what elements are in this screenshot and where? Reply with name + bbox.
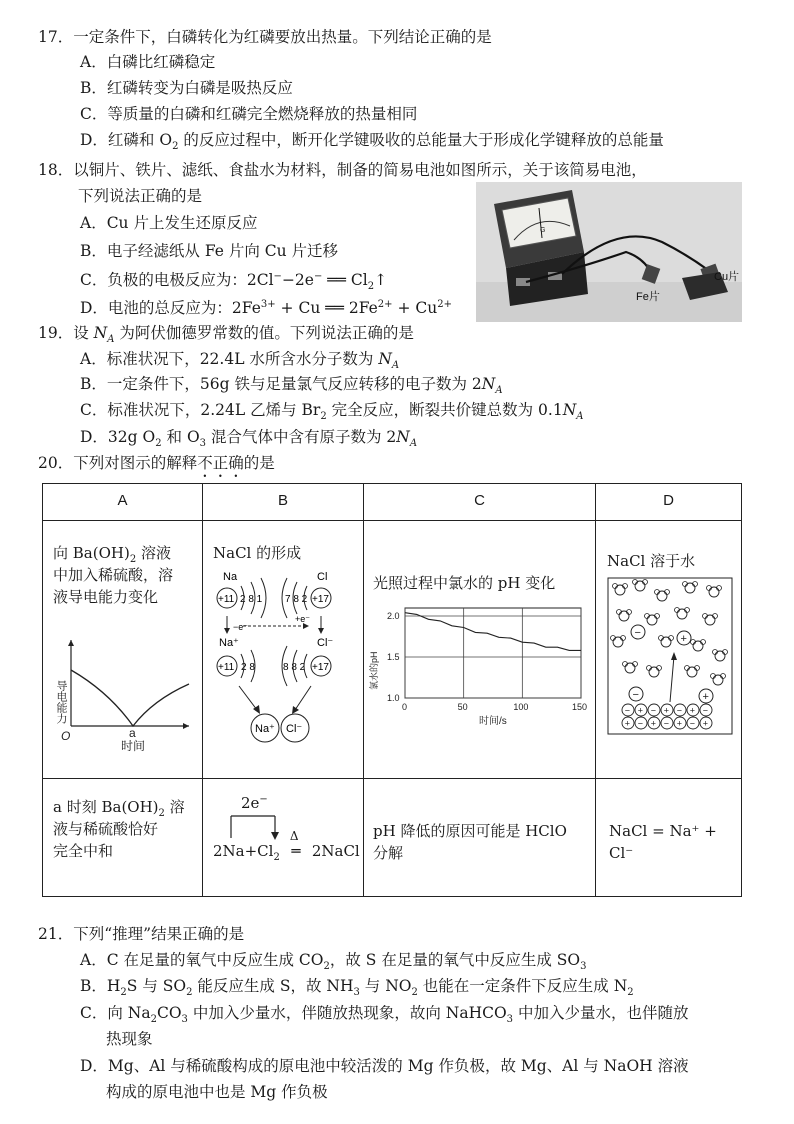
nacl-dissolve-diagram: [606, 576, 734, 736]
q21-option-b: B．$H_2S$ 与 $SO_2$ 能反应生成 S，故 $NH_3$ 与 $NO_2$ 也能在一定条件下反应生成 $N_2$: [80, 977, 634, 999]
lattice-sign: −: [650, 705, 657, 716]
header-a: A: [117, 492, 128, 509]
q18-option-b: B．电子经滤纸从 Fe 片向 Cu 片迁移: [80, 242, 339, 260]
b-na-shells: 2 8 1: [240, 594, 263, 605]
q18-option-a: A．Cu 片上发生还原反应: [80, 214, 258, 232]
q18-stem-line2: 下列说法正确的是: [78, 187, 203, 205]
lattice-sign: −: [624, 705, 631, 716]
b-na-nuc: +11: [218, 594, 235, 605]
lattice-sign: +: [624, 718, 631, 729]
q21-option-d-line2: 构成的原电池中也是 Mg 作负极: [106, 1083, 328, 1101]
b-na-ion-nuc: +11: [218, 662, 235, 673]
nacl-formation-diagram: [205, 568, 361, 758]
q18-option-d: D．电池的总反应为：$2Fe^{3+} + Cu$ ══ $2Fe^{2+} + Cu^{2+}$: [80, 298, 452, 317]
q19-option-d: D．32g $O_2$ 和 $O_3$ 混合气体中含有原子数为 $2N_A$: [80, 428, 418, 450]
ph-series-line: [405, 613, 581, 651]
b-na: Na: [223, 571, 238, 583]
x-tick-label: 0: [402, 702, 408, 712]
a-xlabel: 时间: [121, 739, 146, 752]
lattice-sign: −: [637, 718, 644, 729]
b-pair-na: Na⁺: [255, 723, 275, 735]
lattice-sign: −: [663, 718, 670, 729]
b-cl: Cl: [317, 571, 328, 583]
plot-frame: [405, 608, 581, 698]
meter-mark: G: [540, 227, 546, 234]
q20-table: [42, 483, 742, 897]
lattice-sign: +: [676, 718, 683, 729]
lattice-sign: +: [689, 705, 696, 716]
header-b: B: [277, 492, 288, 509]
q21-stem: 21．下列“推理”结果正确的是: [38, 925, 245, 943]
conductivity-graph: [49, 622, 199, 752]
battery-photo: [476, 182, 742, 322]
header-c: C: [474, 492, 485, 509]
b-pair-cl: Cl⁻: [286, 723, 303, 735]
q17-option-d: D．红磷和 $O_2$ 的反应过程中，断开化学键吸收的总能量大于形成化学键释放的总能量: [80, 131, 664, 153]
q19-option-b: B．一定条件下，56g 铁与足量氯气反应转移的电子数为 $2N_A$: [80, 375, 503, 397]
q19-stem: 19．设 $N_A$ 为阿伏伽德罗常数的值。下列说法正确的是: [38, 324, 414, 346]
ion-sign: −: [634, 627, 641, 639]
x-tick-label: 150: [572, 702, 588, 712]
electron-transfer-bracket: [227, 810, 287, 840]
a-origin: O: [61, 729, 71, 743]
q19-option-c: C．标准状况下，2.24L 乙烯与 $Br_2$ 完全反应，断裂共价键总数为 $0.1N_A$: [80, 401, 584, 423]
x-tick-label: 50: [457, 702, 468, 712]
b-cl-ion: Cl⁻: [317, 637, 334, 649]
y-axis-label: 氯水的pH: [369, 651, 379, 690]
q18-stem-line1: 18．以铜片、铁片、滤纸、食盐水为材料，制备的简易电池如图所示，关于该简易电池，: [38, 161, 647, 179]
header-d: D: [663, 492, 674, 509]
ph-chart: [365, 602, 593, 732]
b-na-ion-shells: 2 8: [241, 662, 255, 673]
b-cl-ion-nuc: +17: [312, 662, 329, 673]
cell-b-title: NaCl 的形成: [213, 544, 302, 562]
cell-c-title: 光照过程中氯水的 pH 变化: [373, 574, 556, 592]
answer-d: NaCl = Na⁺ + Cl⁻: [609, 822, 717, 862]
q17-option-a: A．白磷比红磷稳定: [80, 53, 216, 71]
ion-sign: +: [702, 691, 709, 703]
q17-option-b: B．红磷转变为白磷是吸热反应: [80, 79, 293, 97]
b-na-ion: Na⁺: [219, 637, 239, 649]
q21-option-c-line2: 热现象: [106, 1030, 153, 1048]
x-tick-label: 100: [513, 702, 529, 712]
q21-option-c: C．向 $Na_2CO_3$ 中加入少量水，伴随放热现象，故向 NaHCO$_3$ 中加入少量水，也伴随放: [80, 1004, 689, 1026]
a-point: a: [129, 726, 136, 740]
y-tick-label: 1.5: [387, 652, 400, 662]
cell-a-desc: 向 $Ba(OH)_2$ 溶液 中加入稀硫酸，溶 液导电能力变化: [53, 544, 174, 606]
b-e-plus: +e⁻: [295, 614, 311, 624]
lattice-sign: +: [663, 705, 670, 716]
b-cl-ion-shells: 8 8 2: [283, 662, 306, 673]
lattice-sign: −: [676, 705, 683, 716]
answer-a: a 时刻 $Ba(OH)_2$ 溶 液与稀硫酸恰好 完全中和: [53, 798, 185, 860]
lattice-sign: +: [637, 705, 644, 716]
q21-option-d-line1: D．Mg、Al 与稀硫酸构成的原电池中较活泼的 Mg 作负极，故 Mg、Al 与 NaOH 溶液: [80, 1057, 689, 1075]
a-ylabel: 导电能力: [55, 680, 67, 724]
b-e-minus: −e⁻: [233, 622, 249, 632]
q18-option-c: C．负极的电极反应为：2Cl−−2e− ══ $Cl_2↑$: [80, 270, 388, 293]
lattice-sign: +: [702, 718, 709, 729]
q17-option-c: C．等质量的白磷和红磷完全燃烧释放的热量相同: [80, 105, 418, 123]
answer-b: 2e− $2Na+Cl_2$ ═ Δ 2NaCl: [213, 794, 360, 863]
x-axis-label: 时间/s: [479, 716, 507, 727]
cu-label: Cu片: [714, 271, 740, 283]
q19-option-a: A．标准状况下，22.4L 水所含水分子数为 $N_A$: [80, 350, 400, 372]
lattice-sign: −: [689, 718, 696, 729]
q17-stem: 17．一定条件下，白磷转化为红磷要放出热量。下列结论正确的是: [38, 28, 492, 46]
lattice-sign: −: [702, 705, 709, 716]
ion-sign: −: [632, 689, 639, 701]
lattice-sign: +: [650, 718, 657, 729]
q21-option-a: A．C 在足量的氧气中反应生成 $CO_2$，故 S 在足量的氧气中反应生成 $SO_3$: [80, 951, 587, 973]
ion-sign: +: [680, 633, 687, 645]
y-tick-label: 1.0: [387, 693, 400, 703]
fe-label: Fe片: [636, 291, 660, 303]
answer-c: pH 降低的原因可能是 HClO 分解: [373, 822, 567, 862]
q20-stem: 20．下列对图示的解释不正确的是: [38, 454, 275, 472]
cell-d-title: NaCl 溶于水: [607, 552, 696, 570]
b-cl-shells: 7 8 2: [285, 594, 308, 605]
y-tick-label: 2.0: [387, 611, 400, 621]
b-cl-nuc: +17: [312, 594, 329, 605]
